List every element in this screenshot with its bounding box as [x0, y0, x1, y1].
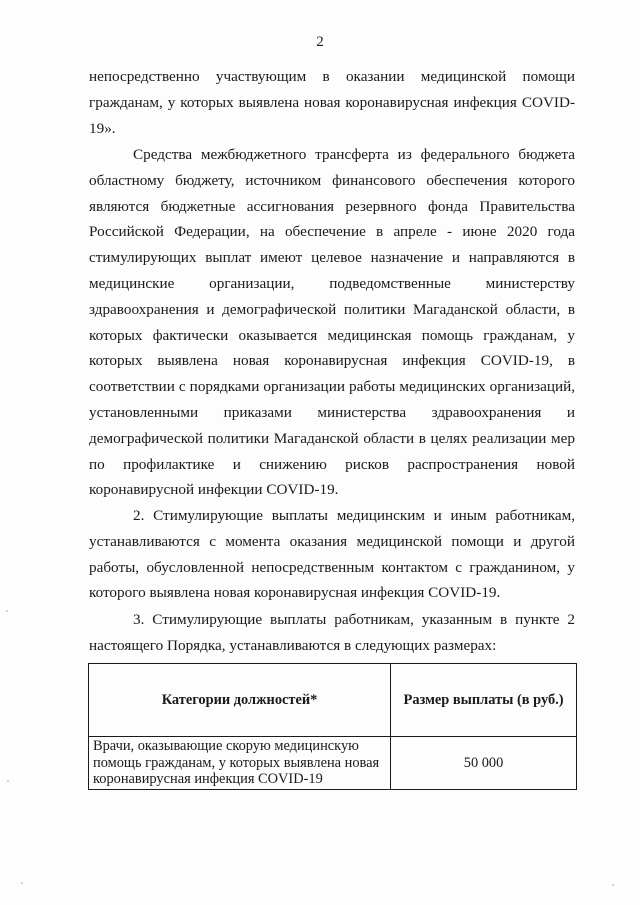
paragraph-continuation: непосредственно участвующим в оказании медицинской помощи гражданам, у которых выявлена новая коронавирусная инфекция COVID-19».: [89, 68, 575, 137]
text-block-item-3: [89, 607, 575, 659]
text-block-item-2: [89, 503, 575, 606]
page-number: 2: [316, 34, 324, 50]
payment-table: [88, 663, 577, 790]
scan-speck: [7, 780, 9, 782]
text-block-continuation: [89, 64, 575, 141]
text-block-funding: [89, 142, 575, 503]
scan-speck: [6, 610, 8, 612]
paragraph-item-3: 3. Стимулирующие выплаты работникам, указанным в пункте 2 настоящего Порядка, устанавливаются в следующих размерах:: [89, 611, 575, 654]
header-category: Категории должностей*: [89, 664, 391, 737]
table-header-row: [89, 664, 577, 737]
paragraph-funding: Средства межбюджетного трансферта из федерального бюджета областному бюджету, источником финансового обеспечения которого являются бюджетные ассигнования резервного фонда Правительства Российской Федерации, на обеспечение в апреле - июне 2020 года стимулирующих выплат имеют целевое назначение и направляются в медицинские организации, подведомственные министерству здравоохранения и демографической политики Магаданской области, в которых фактически оказывается медицинская помощь гражданам, у которых выявлена новая коронавирусная инфекция COVID-19, в соответствии с порядками организации работы медицинских организаций, установленными приказами министерства здравоохранения и демографической политики Магаданской области в целях реализации мер по профилактике и снижению рисков распространения новой коронавирусной инфекции COVID-19.: [89, 146, 575, 499]
scan-speck: [612, 884, 614, 886]
header-amount: Размер выплаты (в руб.): [391, 664, 577, 737]
cell-category: Врачи, оказывающие скорую медицинскую помощь гражданам, у которых выявлена новая коронавирусная инфекция COVID-19: [89, 737, 391, 790]
scan-speck: [21, 882, 23, 884]
table-row: [89, 737, 577, 790]
paragraph-item-2: 2. Стимулирующие выплаты медицинским и иным работникам, устанавливаются с момента оказания медицинской помощи и другой работы, обусловленной непосредственным контактом с гражданином, у которого выявлена новая коронавирусная инфекция COVID-19.: [89, 507, 575, 602]
cell-amount: 50 000: [391, 737, 577, 790]
